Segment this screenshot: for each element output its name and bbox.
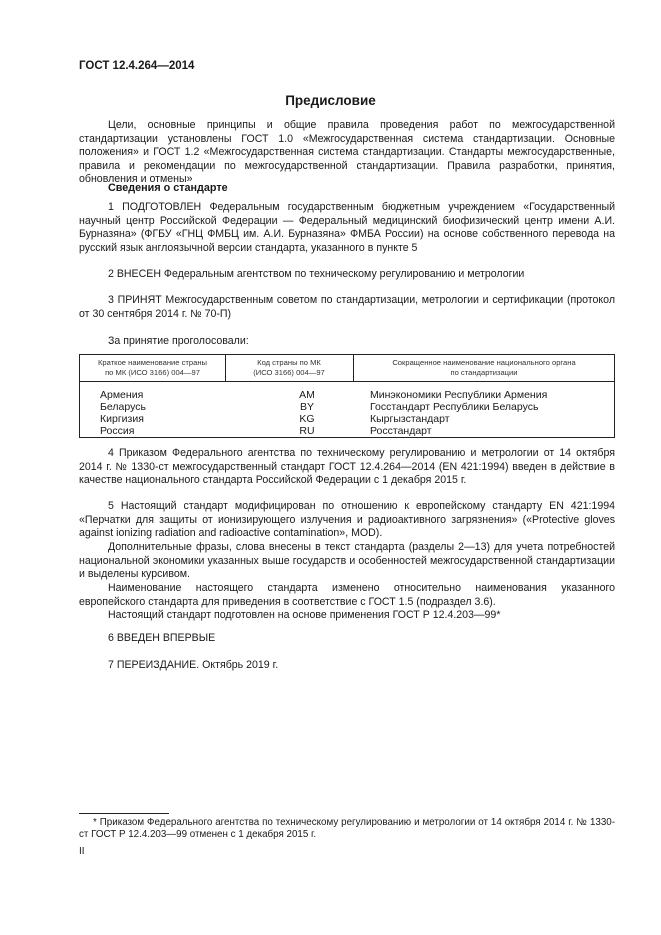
item-5-basis: Настоящий стандарт подготовлен на основе применения ГОСТ Р 12.4.203—99*	[108, 609, 501, 621]
item-3: 3 ПРИНЯТ Межгосударственным советом по стандартизации, метрологии и сертификации (протокол от 30 сентября 2014 г. № 70-П)	[79, 294, 615, 320]
item-5: 5 Настоящий стандарт модифицирован по отношению к европейскому стандарту EN 421:1994 «Перчатки для защиты от ионизирующего излучения и радиоактивного загрязнения» («Protective gloves against ionizing radiation and radioactive contamination», MOD).	[79, 500, 615, 540]
item-5-additional: Дополнительные фразы, слова внесены в текст стандарта (разделы 2—13) для учета потребностей национальной экономики указанных выше государств и особенностей межгосударственной стандартизации и выделены курсивом.	[79, 541, 615, 581]
table-header-country: Краткое наименование страны по МК (ИСО 3166) 004—97	[98, 358, 207, 377]
body-column	[370, 389, 547, 437]
table-cell-body: Госстандарт Республики Беларусь	[370, 401, 539, 413]
intro-paragraph: Цели, основные принципы и общие правила проведения работ по межгосударственной стандартизации установлены ГОСТ 1.0 «Межгосударственная система стандартизации. Основные положения» и ГОСТ 1.2 «Межгосударственная система стандартизации. Стандарты межгосударственные, правила и рекомендации по межгосударственной стандартизации. Правила разработки, принятия, обновления и отмены»	[79, 119, 615, 186]
country-column	[100, 389, 146, 437]
footnote-rule	[79, 813, 169, 814]
table-cell-country: Беларусь	[100, 401, 146, 413]
footnote: * Приказом Федерального агентства по техническому регулированию и метрологии от 14 октября 2014 г. № 1330-ст ГОСТ Р 12.4.203—99 отменен с 1 декабря 2015 г.	[79, 817, 615, 841]
code-column	[270, 389, 344, 437]
table-cell-body: Минэкономики Республики Армения	[370, 389, 548, 401]
table-header-body: Сокращенное наименование национального органа по стандартизации	[392, 358, 576, 377]
item-4: 4 Приказом Федерального агентства по техническому регулированию и метрологии от 14 октября 2014 г. № 1330-ст межгосударственный стандарт ГОСТ 12.4.264—2014 (EN 421:1994) введен в действие в качестве национального стандарта Российской Федерации с 1 декабря 2015 г.	[79, 447, 615, 487]
table-cell-code: RU	[299, 425, 315, 437]
table-header-rule	[80, 381, 614, 382]
table-cell-country: Россия	[100, 425, 135, 437]
document-header: ГОСТ 12.4.264—2014	[79, 60, 195, 72]
item-6: 6 ВВЕДЕН ВПЕРВЫЕ	[108, 632, 216, 644]
voted-label: За принятие проголосовали:	[108, 335, 249, 347]
table-cell-body: Росстандарт	[370, 425, 432, 437]
table-cell-code: AM	[299, 389, 315, 401]
table-cell-code: BY	[299, 401, 314, 413]
page-number: II	[79, 846, 85, 857]
voting-table	[79, 354, 615, 438]
table-header-code: Код страны по МК (ИСО 3166) 004—97	[253, 358, 325, 377]
item-7: 7 ПЕРЕИЗДАНИЕ. Октябрь 2019 г.	[108, 659, 279, 671]
table-cell-body: Кыргызстандарт	[370, 413, 450, 425]
table-cell-country: Киргизия	[100, 413, 144, 425]
page-title: Предисловие	[285, 93, 376, 108]
item-1: 1 ПОДГОТОВЛЕН Федеральным государственным бюджетным учреждением «Государственный научный центр Российской Федерации — Федеральный медицинский биофизический центр имени А.И. Бурназяна» (ФГБУ «ГНЦ ФМБЦ им. А.И. Бурназяна» ФМБА России) на основе собственного перевода на русский язык англоязычной версии стандарта, указанного в пункте 5	[79, 201, 615, 254]
item-5-name-change: Наименование настоящего стандарта изменено относительно наименования указанного европейского стандарта для приведения в соответствие с ГОСТ 1.5 (подраздел 3.6).	[79, 582, 615, 608]
table-cell-code: KG	[299, 413, 315, 425]
subheading: Сведения о стандарте	[108, 182, 228, 194]
table-cell-country: Армения	[100, 389, 144, 401]
item-2: 2 ВНЕСЕН Федеральным агентством по техническому регулированию и метрологии	[108, 268, 525, 280]
